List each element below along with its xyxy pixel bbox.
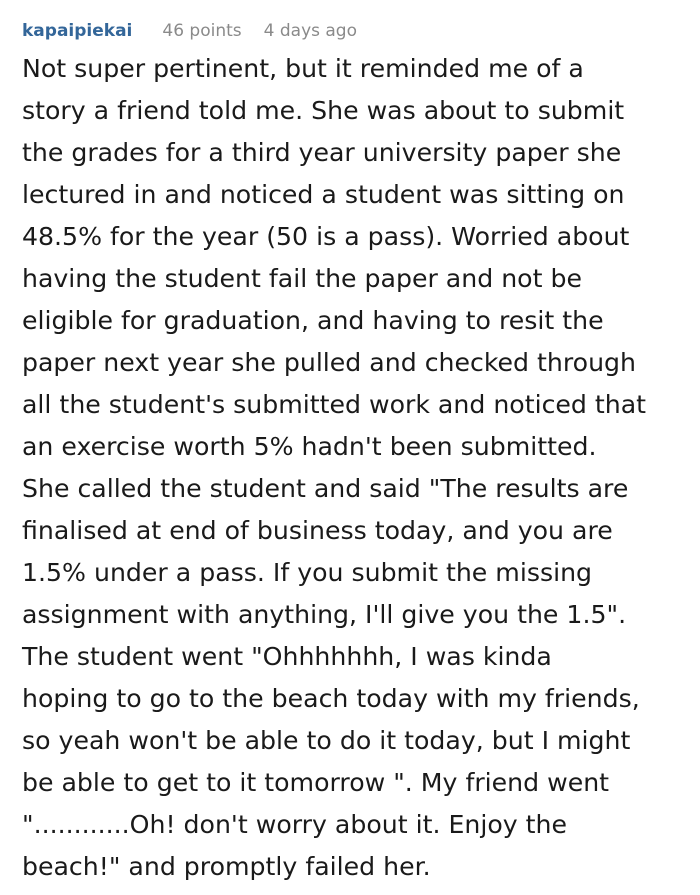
- comment-meta: [22, 14, 694, 48]
- timestamp: 4 days ago: [263, 21, 357, 41]
- comment-body: Not super pertinent, but it reminded me of a story a friend told me. She was about to submit the grades for a third year university paper she lectured in and noticed a student was sitting on 48.5% for the year (50 is a pass). Worried about having the student fail the paper and not be eligible for graduation, and having to resit the paper next year she pulled and checked through all the student's submitted work and noticed that an exercise worth 5% hadn't been submitted. She called the student and said "The results are finalised at end of business today, and you are 1.5% under a pass. If you submit the missing assignment with anything, I'll give you the 1.5". The student went "Ohhhhhhh, I was kinda hoping to go to the beach today with my friends, so yeah won't be able to do it today, but I might be able to get to it tomorrow ". My friend went "............Oh! don't worry about it. Enjoy the beach!" and promptly failed her.: [22, 54, 647, 881]
- username-link[interactable]: kapaipiekai: [22, 21, 133, 41]
- points-count: 46 points: [162, 21, 242, 41]
- comment: [22, 14, 694, 888]
